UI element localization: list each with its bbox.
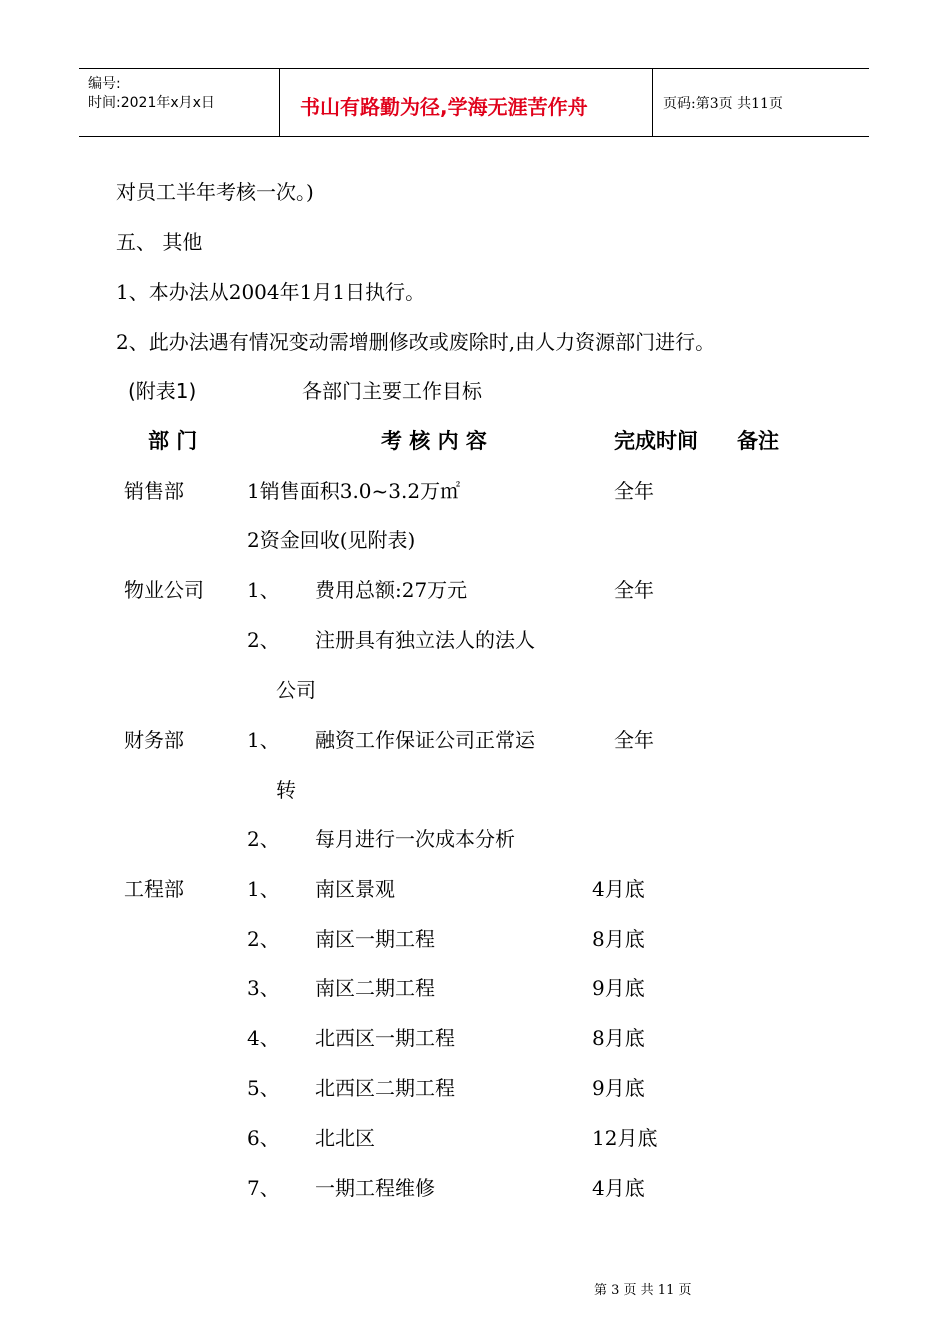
list-item: 1、本办法从2004年1月1日执行。 — [116, 280, 426, 304]
target-content: 注册具有独立法人的法人 — [315, 628, 535, 652]
target-content: 费用总额:27万元 — [315, 578, 468, 602]
target-time: 12月底 — [592, 1126, 658, 1150]
target-content: 北西区二期工程 — [315, 1076, 455, 1100]
dept-engineering: 工程部 — [124, 877, 184, 901]
target-content: 南区二期工程 — [315, 976, 435, 1000]
list-item: 2、此办法遇有情况变动需增删修改或废除时,由人力资源部门进行。 — [116, 330, 716, 354]
target-time: 8月底 — [592, 927, 645, 951]
section-heading: 五、 其他 — [116, 230, 203, 254]
target-content: 南区一期工程 — [315, 927, 435, 951]
body-line: 对员工半年考核一次。) — [116, 180, 314, 204]
target-number: 4、 — [247, 1026, 280, 1050]
col-header-dept: 部 门 — [148, 429, 198, 453]
target-content-cont: 转 — [276, 778, 296, 802]
target-content: 融资工作保证公司正常运 — [315, 728, 535, 752]
target-number: 1、 — [247, 728, 280, 752]
time-label: 时间:2021年x月x日 — [88, 95, 215, 111]
target-number: 6、 — [247, 1126, 280, 1150]
target-content: 南区景观 — [315, 877, 395, 901]
header-motto: 书山有路勤为径,学海无涯苦作舟 — [300, 95, 588, 119]
target-time: 全年 — [614, 578, 654, 602]
target-time: 4月底 — [592, 1176, 645, 1200]
header-page-label: 页码:第3页 共11页 — [663, 96, 783, 112]
appendix-title: 各部门主要工作目标 — [302, 379, 482, 403]
target-number: 2、 — [247, 827, 280, 851]
target-number: 2、 — [247, 628, 280, 652]
target-time: 全年 — [614, 479, 654, 503]
col-header-time: 完成时间 — [614, 429, 698, 453]
target-number: 3、 — [247, 976, 280, 1000]
target-content: 一期工程维修 — [315, 1176, 435, 1200]
dept-sales: 销售部 — [124, 479, 184, 503]
header-motto-cell — [280, 69, 653, 136]
target-time: 全年 — [614, 728, 654, 752]
dept-finance: 财务部 — [124, 728, 184, 752]
target-content: 2资金回收(见附表) — [247, 528, 416, 552]
target-number: 1、 — [247, 877, 280, 901]
target-number: 7、 — [247, 1176, 280, 1200]
target-content: 每月进行一次成本分析 — [315, 827, 515, 851]
col-header-note: 备注 — [737, 429, 779, 453]
target-time: 4月底 — [592, 877, 645, 901]
target-time: 8月底 — [592, 1026, 645, 1050]
target-content: 北北区 — [315, 1126, 375, 1150]
appendix-label: (附表1) — [128, 379, 197, 403]
header-meta — [79, 69, 280, 136]
target-number: 2、 — [247, 927, 280, 951]
target-time: 9月底 — [592, 1076, 645, 1100]
number-label: 编号: — [88, 76, 121, 92]
dept-property: 物业公司 — [124, 578, 204, 602]
target-number: 1、 — [247, 578, 280, 602]
page-footer: 第 3 页 共 11 页 — [594, 1283, 692, 1298]
target-time: 9月底 — [592, 976, 645, 1000]
target-number: 5、 — [247, 1076, 280, 1100]
target-content: 北西区一期工程 — [315, 1026, 455, 1050]
col-header-content: 考 核 内 容 — [381, 429, 487, 453]
target-content: 1销售面积3.0~3.2万㎡ — [247, 479, 461, 503]
page-header — [79, 68, 869, 137]
target-content-cont: 公司 — [276, 678, 316, 702]
